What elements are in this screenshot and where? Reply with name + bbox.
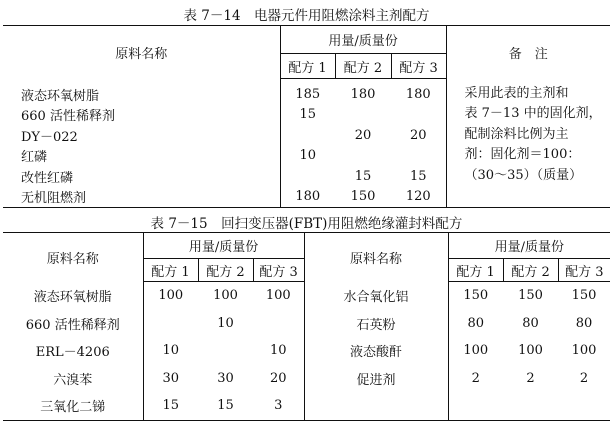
left-formula-3-value xyxy=(253,310,304,338)
right-formula-1-value: 80 xyxy=(448,310,503,338)
table2-header-material-left: 原料名称 xyxy=(46,251,99,267)
table1-header-formula-1: 配方 1 xyxy=(280,54,335,79)
table2-left-formula-1: 配方 1 xyxy=(143,259,198,282)
table2-caption: 表 7－15 回扫变压器(FBT)用阻燃绝缘灌封料配方 xyxy=(150,216,463,232)
table-row xyxy=(3,310,610,338)
formula-3-value: 20 xyxy=(409,127,427,143)
formula-3-value xyxy=(391,146,446,167)
note-line: 配制涂料比例为主 xyxy=(464,126,569,142)
right-formula-3-value: 2 xyxy=(579,370,589,386)
table2-right-formula-2: 配方 2 xyxy=(503,259,558,282)
left-formula-1-value: 15 xyxy=(143,392,198,420)
formula-2-value: 180 xyxy=(350,86,376,102)
right-formula-1-value: 100 xyxy=(448,337,503,365)
right-material-name xyxy=(304,392,448,420)
left-formula-2-value: 10 xyxy=(217,315,234,331)
table2-fbt-potting-compound xyxy=(3,232,610,421)
note-line: 采用此表的主剂和 xyxy=(464,85,569,101)
left-formula-1-value: 10 xyxy=(143,337,198,365)
right-material-name: 水合氧化铝 xyxy=(304,282,448,310)
left-formula-3-value: 3 xyxy=(274,398,283,414)
right-formula-2-value: 80 xyxy=(522,315,539,331)
table1-header-amount: 用量/质量份 xyxy=(280,26,446,54)
formula-2-value: 150 xyxy=(350,189,376,205)
table-row xyxy=(3,337,610,365)
formula-1-value: 10 xyxy=(280,146,335,167)
table-row xyxy=(3,79,610,105)
material-name: 液态环氧树脂 xyxy=(21,88,100,104)
formula-3-value: 120 xyxy=(405,189,431,205)
table2-header-amount-right: 用量/质量份 xyxy=(448,233,610,259)
table-row xyxy=(3,392,610,420)
right-formula-3-value: 80 xyxy=(575,315,593,331)
formula-1-value: 185 xyxy=(280,79,335,105)
table-row xyxy=(3,365,610,393)
table2-left-formula-2: 配方 2 xyxy=(198,259,253,282)
left-material-name: ERL－4206 xyxy=(35,345,110,361)
table2-left-formula-3: 配方 3 xyxy=(253,259,304,282)
right-material-name: 促进剂 xyxy=(304,365,448,393)
note-line: 剂：固化剂＝100： xyxy=(464,147,581,162)
right-formula-2-value: 150 xyxy=(518,288,543,304)
right-formula-2-value: 2 xyxy=(526,370,535,386)
left-material-name: 液态环氧树脂 xyxy=(33,290,112,305)
note-line: （30～35）（质量） xyxy=(464,167,583,183)
left-formula-3-value: 10 xyxy=(269,343,287,359)
formula-2-value xyxy=(335,146,391,167)
table1-caption: 表 7－14 电器元件用阻燃涂料主剂配方 xyxy=(183,8,430,24)
left-formula-2-value xyxy=(198,337,253,365)
right-material-name: 液态酸酐 xyxy=(304,337,448,365)
left-formula-3-value: 20 xyxy=(269,370,287,386)
formula-3-value: 180 xyxy=(405,86,431,102)
right-formula-1-value xyxy=(448,392,503,420)
right-formula-3-value: 100 xyxy=(571,343,597,359)
left-formula-3-value: 100 xyxy=(265,288,291,304)
right-formula-1-value: 150 xyxy=(448,282,503,310)
table1-notes-cell xyxy=(446,79,610,208)
left-material-name: 660 活性稀释剂 xyxy=(25,317,120,333)
table1-flame-retardant-coating xyxy=(3,25,610,208)
left-material-name: 三氧化二锑 xyxy=(40,400,106,416)
formula-2-value: 15 xyxy=(354,168,372,184)
formula-3-value xyxy=(391,105,446,126)
note-line: 表 7－13 中的固化剂， xyxy=(464,106,602,121)
formula-1-value: 15 xyxy=(280,105,335,126)
formula-2-value: 20 xyxy=(354,127,372,143)
formula-1-value: 180 xyxy=(280,187,335,208)
formula-2-value xyxy=(335,105,391,126)
table1-header-formula-2: 配方 2 xyxy=(335,54,391,79)
left-formula-1-value: 30 xyxy=(143,365,198,393)
left-formula-2-value: 15 xyxy=(217,398,234,414)
left-formula-1-value xyxy=(143,310,198,338)
table1-header-notes: 备 注 xyxy=(446,26,610,79)
table1-header-formula-3: 配方 3 xyxy=(391,54,446,79)
left-formula-2-value: 100 xyxy=(213,288,238,304)
table2-header-material-right: 原料名称 xyxy=(304,233,448,282)
left-formula-2-value: 30 xyxy=(217,370,234,386)
right-formula-1-value: 2 xyxy=(448,365,503,393)
material-name: 660 活性稀释剂 xyxy=(21,109,115,125)
formula-1-value xyxy=(280,166,335,187)
right-formula-3-value xyxy=(558,392,610,420)
table2-header-amount-left: 用量/质量份 xyxy=(143,233,304,259)
material-name: 无机阻燃剂 xyxy=(21,191,87,207)
left-material-name: 六溴苯 xyxy=(53,372,93,388)
right-formula-2-value: 100 xyxy=(518,343,543,359)
material-name: 红磷 xyxy=(21,150,48,166)
table1-header-material: 原料名称 xyxy=(115,46,168,62)
table2-right-formula-3: 配方 3 xyxy=(558,259,610,282)
right-formula-3-value: 150 xyxy=(571,288,597,304)
left-formula-1-value: 100 xyxy=(143,282,198,310)
right-material-name: 石英粉 xyxy=(304,310,448,338)
table2-right-formula-1: 配方 1 xyxy=(448,259,503,282)
formula-3-value: 15 xyxy=(409,168,427,184)
table-row xyxy=(3,282,610,310)
right-formula-2-value xyxy=(503,392,558,420)
material-name: 改性红磷 xyxy=(21,170,74,186)
formula-1-value xyxy=(280,125,335,146)
material-name: DY－022 xyxy=(21,129,78,145)
